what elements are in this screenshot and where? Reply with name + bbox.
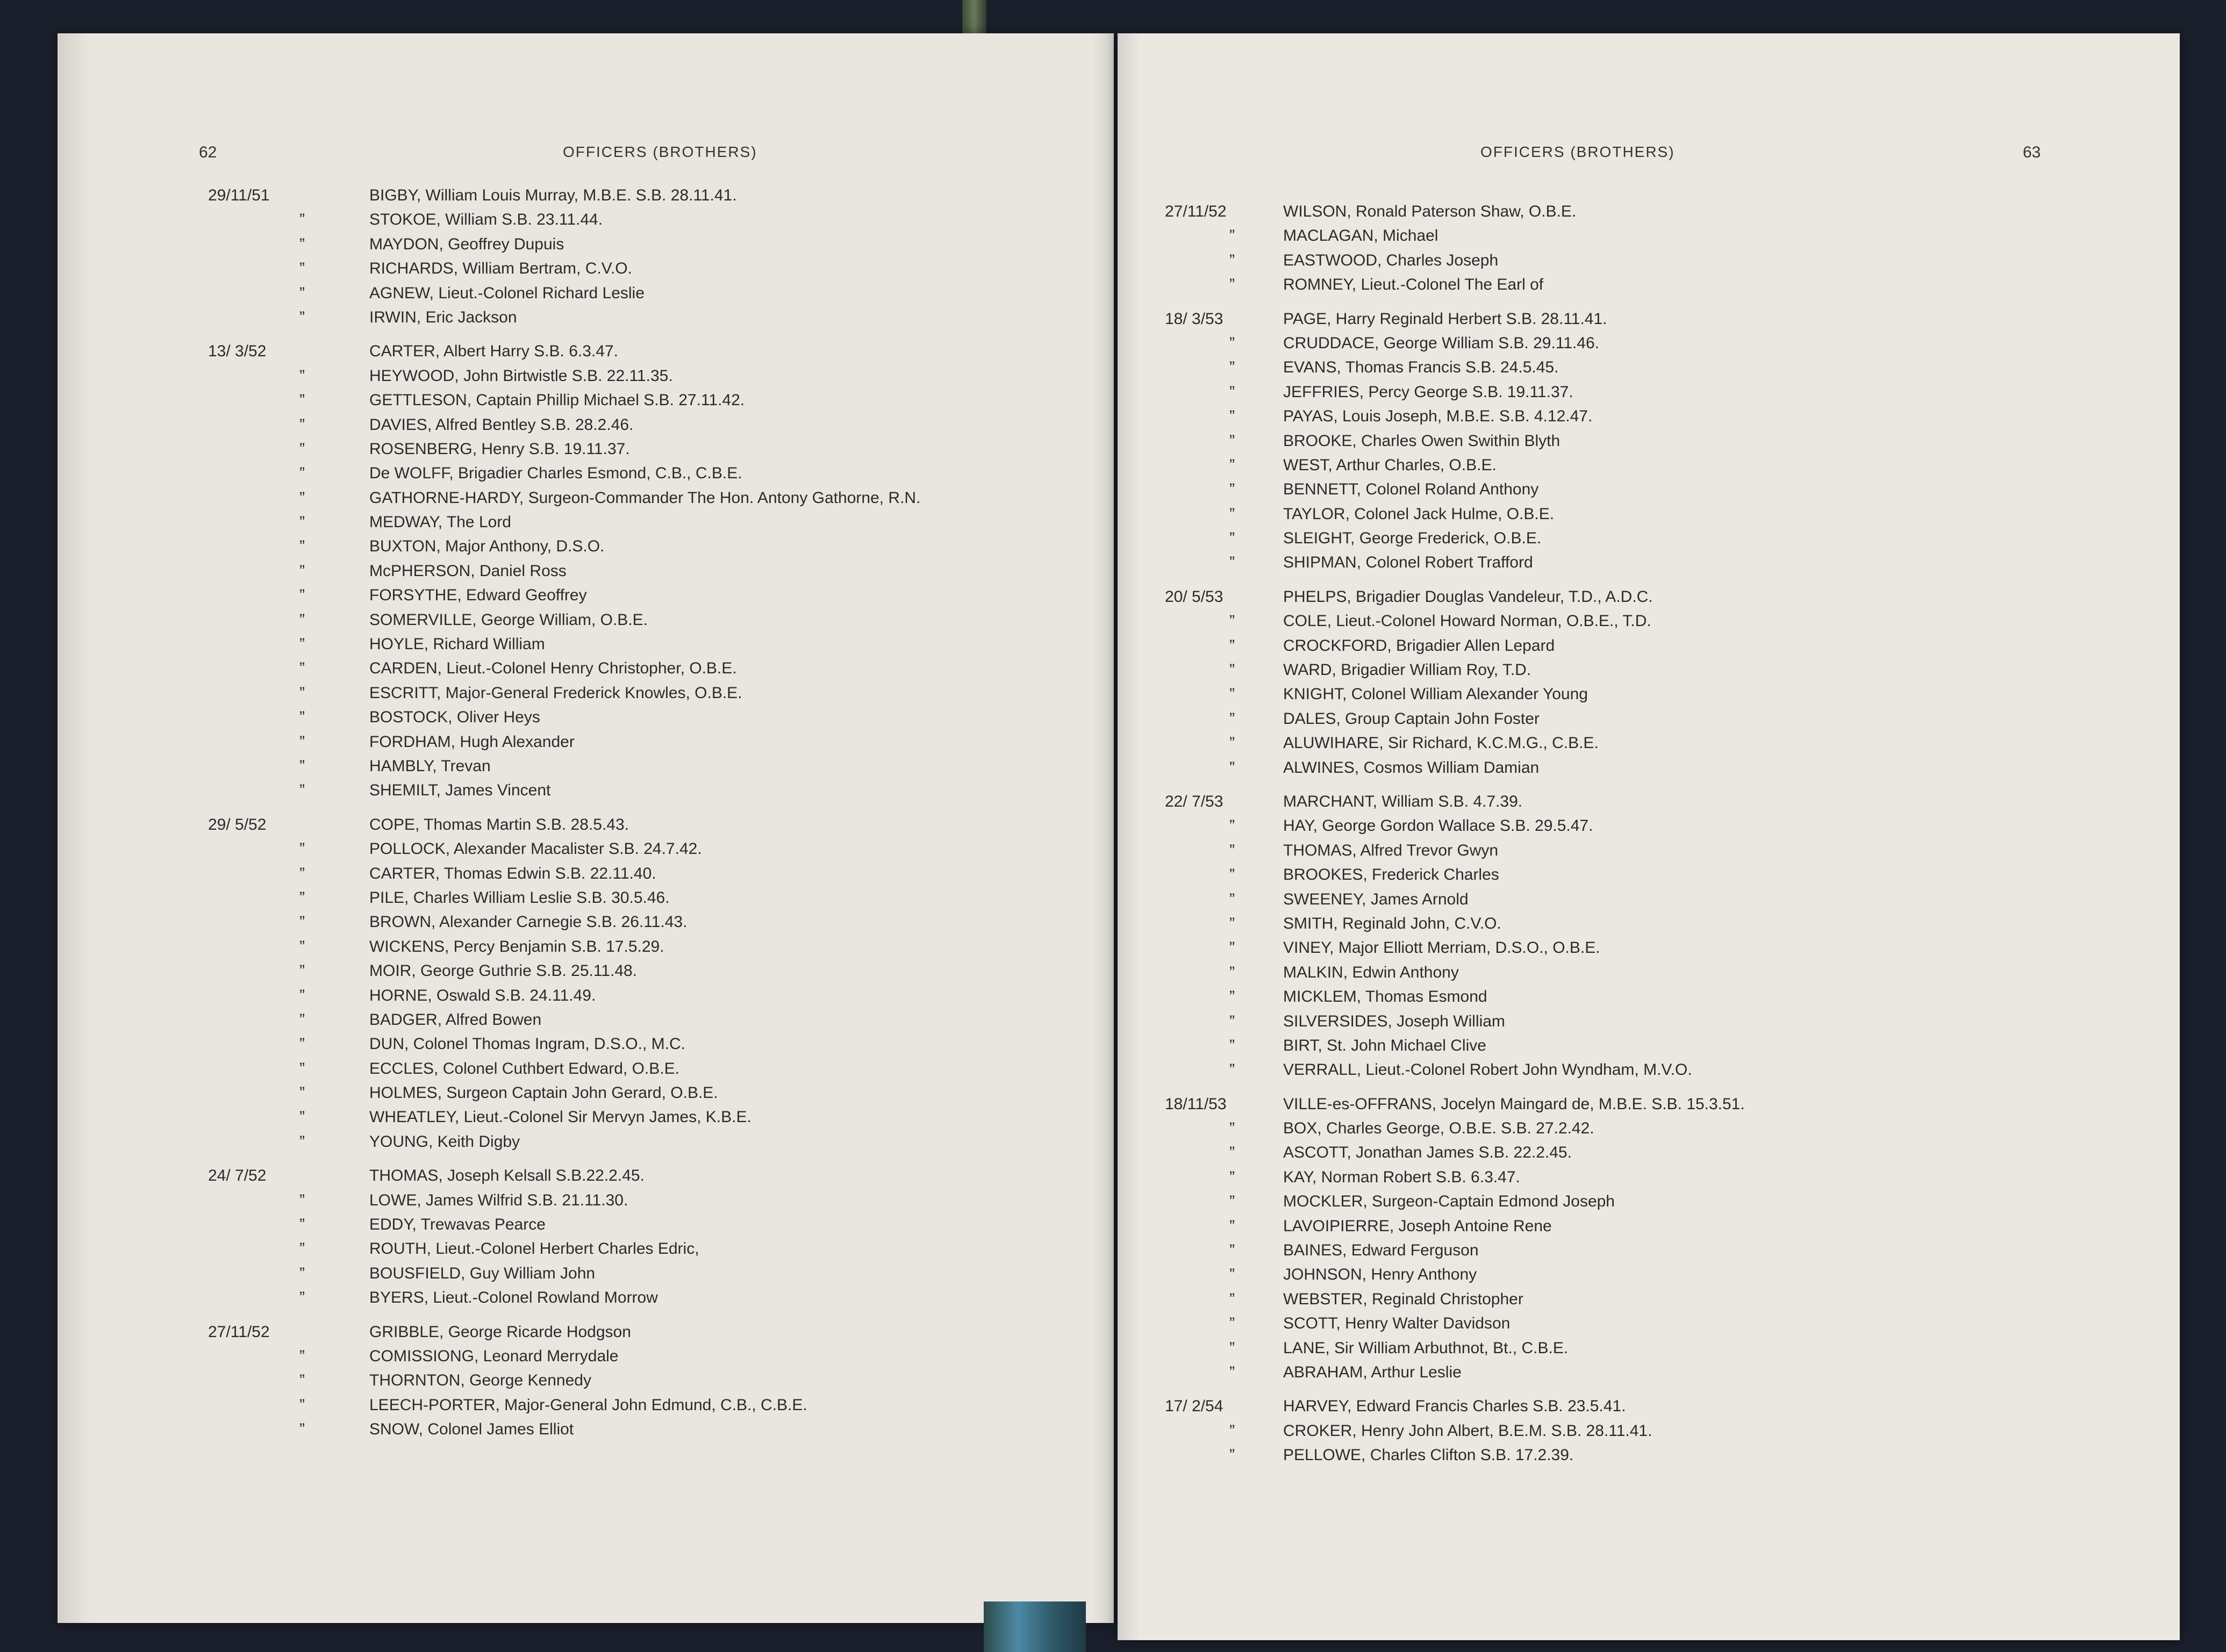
member-name: MICKLEM, Thomas Esmond (1283, 988, 1487, 1006)
ditto-mark: ” (299, 1132, 305, 1151)
member-name: SHEMILT, James Vincent (369, 781, 551, 800)
ditto-mark: ” (299, 1191, 305, 1209)
member-name: VILLE-es-OFFRANS, Jocelyn Maingard de, M.B.E. S.B. 15.3.51. (1283, 1095, 1745, 1113)
member-name: IRWIN, Eric Jackson (369, 308, 517, 326)
ditto-mark: ” (299, 440, 305, 458)
ditto-mark: ” (1229, 1421, 1235, 1440)
member-name: GETTLESON, Captain Phillip Michael S.B. 27.11.42. (369, 391, 745, 410)
ditto-mark: ” (1229, 963, 1235, 981)
ditto-mark: ” (299, 888, 305, 907)
running-header: OFFICERS (BROTHERS) (563, 143, 757, 160)
member-name: MARCHANT, William S.B. 4.7.39. (1283, 792, 1523, 810)
ditto-mark: ” (1229, 612, 1235, 630)
ditto-mark: ” (299, 1059, 305, 1078)
ditto-mark: ” (1229, 988, 1235, 1006)
ditto-mark: ” (1229, 939, 1235, 957)
ditto-mark: ” (1229, 407, 1235, 426)
election-date: 29/ 5/52 (208, 815, 267, 834)
member-name: BYERS, Lieut.-Colonel Rowland Morrow (369, 1289, 658, 1307)
member-name: ALWINES, Cosmos William Damian (1283, 758, 1540, 777)
member-name: PILE, Charles William Leslie S.B. 30.5.46. (369, 888, 670, 907)
election-date: 20/ 5/53 (1165, 587, 1223, 606)
election-date: 18/11/53 (1165, 1095, 1227, 1113)
ditto-mark: ” (1229, 890, 1235, 908)
ditto-mark: ” (299, 1216, 305, 1234)
ditto-mark: ” (1229, 914, 1235, 932)
member-name: EASTWOOD, Charles Joseph (1283, 251, 1499, 269)
member-name: KNIGHT, Colonel William Alexander Young (1283, 685, 1588, 703)
member-name: WEBSTER, Reginald Christopher (1283, 1290, 1523, 1308)
ditto-mark: ” (1229, 817, 1235, 835)
member-name: MACLAGAN, Michael (1283, 227, 1438, 245)
ditto-mark: ” (299, 684, 305, 702)
ditto-mark: ” (299, 391, 305, 410)
member-name: PAYAS, Louis Joseph, M.B.E. S.B. 4.12.47. (1283, 407, 1593, 426)
member-name: CARTER, Albert Harry S.B. 6.3.47. (369, 342, 618, 361)
ditto-mark: ” (299, 659, 305, 678)
member-name: CROKER, Henry John Albert, B.E.M. S.B. 28.11.41. (1283, 1421, 1652, 1440)
ditto-mark: ” (1229, 661, 1235, 679)
ditto-mark: ” (1229, 1168, 1235, 1186)
ditto-mark: ” (299, 464, 305, 483)
ditto-mark: ” (299, 1371, 305, 1390)
ditto-mark: ” (1229, 334, 1235, 352)
ditto-mark: ” (299, 308, 305, 326)
ditto-mark: ” (299, 864, 305, 882)
ditto-mark: ” (299, 211, 305, 229)
ditto-mark: ” (1229, 709, 1235, 728)
member-name: VERRALL, Lieut.-Colonel Robert John Wyndham, M.V.O. (1283, 1061, 1692, 1079)
bookmark-ribbon-top (962, 0, 986, 33)
ditto-mark: ” (299, 635, 305, 653)
member-name: HOLMES, Surgeon Captain John Gerard, O.B.E. (369, 1084, 718, 1102)
member-name: ROMNEY, Lieut.-Colonel The Earl of (1283, 276, 1544, 294)
member-name: POLLOCK, Alexander Macalister S.B. 24.7.42. (369, 840, 702, 858)
ditto-mark: ” (1229, 358, 1235, 377)
member-name: BROOKE, Charles Owen Swithin Blyth (1283, 432, 1561, 450)
member-name: WEST, Arthur Charles, O.B.E. (1283, 456, 1497, 474)
member-name: CRUDDACE, George William S.B. 29.11.46. (1283, 334, 1599, 352)
member-name: MEDWAY, The Lord (369, 513, 511, 531)
ditto-mark: ” (1229, 1144, 1235, 1162)
member-name: COPE, Thomas Martin S.B. 28.5.43. (369, 815, 629, 834)
left-page (58, 33, 1114, 1623)
ditto-mark: ” (1229, 1315, 1235, 1333)
member-name: BOUSFIELD, Guy William John (369, 1264, 596, 1282)
page-number: 62 (199, 143, 217, 161)
page-edge (58, 33, 90, 1623)
ditto-mark: ” (1229, 1193, 1235, 1211)
ditto-mark: ” (1229, 1339, 1235, 1357)
member-name: SHIPMAN, Colonel Robert Trafford (1283, 554, 1533, 572)
member-name: ESCRITT, Major-General Frederick Knowles, O.B.E. (369, 684, 742, 702)
ditto-mark: ” (299, 1084, 305, 1102)
ditto-mark: ” (1229, 1119, 1235, 1138)
ditto-mark: ” (299, 489, 305, 507)
member-name: LEECH-PORTER, Major-General John Edmund, C.B., C.B.E. (369, 1396, 807, 1414)
ditto-mark: ” (1229, 505, 1235, 523)
member-name: WARD, Brigadier William Roy, T.D. (1283, 661, 1531, 679)
election-date: 22/ 7/53 (1165, 792, 1223, 810)
ditto-mark: ” (299, 284, 305, 302)
ditto-mark: ” (1229, 734, 1235, 752)
member-name: JOHNSON, Henry Anthony (1283, 1266, 1477, 1284)
member-name: GATHORNE-HARDY, Surgeon-Commander The Hon. Antony Gathorne, R.N. (369, 489, 921, 507)
member-name: BAINES, Edward Ferguson (1283, 1241, 1479, 1260)
election-date: 29/11/51 (208, 186, 270, 204)
ditto-mark: ” (299, 586, 305, 605)
member-name: SCOTT, Henry Walter Davidson (1283, 1315, 1511, 1333)
ditto-mark: ” (1229, 758, 1235, 777)
member-name: BROOKES, Frederick Charles (1283, 866, 1499, 884)
member-name: WILSON, Ronald Paterson Shaw, O.B.E. (1283, 203, 1577, 220)
ditto-mark: ” (1229, 456, 1235, 474)
member-name: MOCKLER, Surgeon-Captain Edmond Joseph (1283, 1193, 1615, 1211)
ditto-mark: ” (1229, 1266, 1235, 1284)
ditto-mark: ” (299, 732, 305, 751)
ditto-mark: ” (299, 1289, 305, 1307)
ditto-mark: ” (299, 986, 305, 1004)
running-header: OFFICERS (BROTHERS) (1480, 143, 1675, 160)
member-name: BOSTOCK, Oliver Heys (369, 708, 540, 727)
ditto-mark: ” (299, 562, 305, 580)
ditto-mark: ” (1229, 529, 1235, 548)
member-name: BENNETT, Colonel Roland Anthony (1283, 480, 1539, 499)
member-name: CROCKFORD, Brigadier Allen Lepard (1283, 636, 1555, 655)
member-name: MAYDON, Geoffrey Dupuis (369, 235, 564, 253)
ditto-mark: ” (1229, 251, 1235, 269)
ditto-mark: ” (299, 513, 305, 531)
member-name: STOKOE, William S.B. 23.11.44. (369, 211, 603, 229)
ditto-mark: ” (299, 537, 305, 556)
ditto-mark: ” (1229, 432, 1235, 450)
member-name: ASCOTT, Jonathan James S.B. 22.2.45. (1283, 1144, 1572, 1162)
member-name: THOMAS, Alfred Trevor Gwyn (1283, 841, 1499, 859)
ditto-mark: ” (299, 235, 305, 253)
member-name: ABRAHAM, Arthur Leslie (1283, 1363, 1462, 1381)
member-name: ECCLES, Colonel Cuthbert Edward, O.B.E. (369, 1059, 679, 1078)
election-date: 13/ 3/52 (208, 342, 267, 361)
ditto-mark: ” (299, 367, 305, 385)
member-name: MALKIN, Edwin Anthony (1283, 963, 1459, 981)
member-name: ROSENBERG, Henry S.B. 19.11.37. (369, 440, 630, 458)
ditto-mark: ” (1229, 1061, 1235, 1079)
ditto-mark: ” (1229, 1290, 1235, 1308)
ditto-mark: ” (1229, 1012, 1235, 1030)
ditto-mark: ” (1229, 276, 1235, 294)
member-name: ALUWIHARE, Sir Richard, K.C.M.G., C.B.E. (1283, 734, 1599, 752)
ditto-mark: ” (299, 840, 305, 858)
ditto-mark: ” (299, 1035, 305, 1053)
member-name: De WOLFF, Brigadier Charles Esmond, C.B., C.B.E. (369, 464, 742, 483)
ditto-mark: ” (299, 1420, 305, 1439)
page-gutter (1092, 33, 1114, 1623)
ditto-mark: ” (1229, 636, 1235, 655)
ditto-mark: ” (299, 1396, 305, 1414)
election-date: 17/ 2/54 (1165, 1397, 1223, 1416)
ditto-mark: ” (299, 1108, 305, 1126)
member-name: MOIR, George Guthrie S.B. 25.11.48. (369, 962, 638, 980)
member-name: CARTER, Thomas Edwin S.B. 22.11.40. (369, 864, 656, 882)
member-name: LAVOIPIERRE, Joseph Antoine Rene (1283, 1217, 1552, 1235)
member-name: SNOW, Colonel James Elliot (369, 1420, 574, 1439)
member-name: WHEATLEY, Lieut.-Colonel Sir Mervyn James, K.B.E. (369, 1108, 751, 1126)
member-name: HOYLE, Richard William (369, 635, 545, 653)
member-name: HAY, George Gordon Wallace S.B. 29.5.47. (1283, 817, 1593, 835)
member-name: McPHERSON, Daniel Ross (369, 562, 567, 580)
member-name: PELLOWE, Charles Clifton S.B. 17.2.39. (1283, 1446, 1574, 1464)
member-name: DUN, Colonel Thomas Ingram, D.S.O., M.C. (369, 1035, 685, 1053)
member-name: CARDEN, Lieut.-Colonel Henry Christopher, O.B.E. (369, 659, 737, 678)
member-name: VINEY, Major Elliott Merriam, D.S.O., O.B.E. (1283, 939, 1600, 957)
member-name: BIGBY, William Louis Murray, M.B.E. S.B. 28.11.41. (369, 186, 737, 204)
ditto-mark: ” (1229, 554, 1235, 572)
member-name: JEFFRIES, Percy George S.B. 19.11.37. (1283, 383, 1573, 401)
ditto-mark: ” (299, 708, 305, 727)
ditto-mark: ” (299, 1240, 305, 1258)
ditto-mark: ” (299, 913, 305, 931)
member-name: BOX, Charles George, O.B.E. S.B. 27.2.42. (1283, 1119, 1594, 1138)
member-name: HARVEY, Edward Francis Charles S.B. 23.5.41. (1283, 1397, 1626, 1416)
member-name: THORNTON, George Kennedy (369, 1371, 591, 1390)
member-name: SLEIGHT, George Frederick, O.B.E. (1283, 529, 1542, 548)
member-name: BIRT, St. John Michael Clive (1283, 1036, 1486, 1054)
right-page (1118, 33, 2180, 1640)
ditto-mark: ” (299, 937, 305, 956)
election-date: 27/11/52 (1165, 203, 1227, 220)
member-name: WICKENS, Percy Benjamin S.B. 17.5.29. (369, 937, 664, 956)
ditto-mark: ” (299, 757, 305, 775)
member-name: BUXTON, Major Anthony, D.S.O. (369, 537, 605, 556)
ditto-mark: ” (1229, 383, 1235, 401)
ditto-mark: ” (1229, 685, 1235, 703)
election-date: 18/ 3/53 (1165, 310, 1223, 328)
ditto-mark: ” (1229, 1446, 1235, 1464)
election-date: 27/11/52 (208, 1323, 270, 1341)
member-name: DAVIES, Alfred Bentley S.B. 28.2.46. (369, 415, 634, 434)
member-name: RICHARDS, William Bertram, C.V.O. (369, 260, 632, 278)
ditto-mark: ” (1229, 480, 1235, 499)
member-name: SOMERVILLE, George William, O.B.E. (369, 610, 648, 629)
ditto-mark: ” (299, 610, 305, 629)
ditto-mark: ” (1229, 1036, 1235, 1054)
member-name: DALES, Group Captain John Foster (1283, 709, 1540, 728)
member-name: THOMAS, Joseph Kelsall S.B.22.2.45. (369, 1167, 645, 1185)
member-name: GRIBBLE, George Ricarde Hodgson (369, 1323, 631, 1341)
ditto-mark: ” (299, 781, 305, 800)
member-name: SMITH, Reginald John, C.V.O. (1283, 914, 1501, 932)
election-date: 24/ 7/52 (208, 1167, 267, 1185)
member-name: FORSYTHE, Edward Geoffrey (369, 586, 587, 605)
member-name: PAGE, Harry Reginald Herbert S.B. 28.11.41. (1283, 310, 1607, 328)
ditto-mark: ” (299, 1347, 305, 1365)
member-name: HEYWOOD, John Birtwistle S.B. 22.11.35. (369, 367, 673, 385)
member-name: SWEENEY, James Arnold (1283, 890, 1469, 908)
member-name: BROWN, Alexander Carnegie S.B. 26.11.43. (369, 913, 688, 931)
member-name: COMISSIONG, Leonard Merrydale (369, 1347, 619, 1365)
member-name: LOWE, James Wilfrid S.B. 21.11.30. (369, 1191, 628, 1209)
ditto-mark: ” (299, 260, 305, 278)
page-gutter (1118, 33, 1139, 1640)
member-name: EDDY, Trewavas Pearce (369, 1216, 546, 1234)
member-name: TAYLOR, Colonel Jack Hulme, O.B.E. (1283, 505, 1555, 523)
member-name: FORDHAM, Hugh Alexander (369, 732, 575, 751)
page-number: 63 (2023, 143, 2041, 161)
ditto-mark: ” (1229, 1217, 1235, 1235)
member-name: KAY, Norman Robert S.B. 6.3.47. (1283, 1168, 1520, 1186)
ditto-mark: ” (1229, 1241, 1235, 1260)
member-name: YOUNG, Keith Digby (369, 1132, 520, 1151)
member-name: COLE, Lieut.-Colonel Howard Norman, O.B.E., T.D. (1283, 612, 1651, 630)
member-name: LANE, Sir William Arbuthnot, Bt., C.B.E. (1283, 1339, 1569, 1357)
member-name: AGNEW, Lieut.-Colonel Richard Leslie (369, 284, 645, 302)
member-name: EVANS, Thomas Francis S.B. 24.5.45. (1283, 358, 1559, 377)
member-name: PHELPS, Brigadier Douglas Vandeleur, T.D., A.D.C. (1283, 587, 1653, 606)
member-name: HAMBLY, Trevan (369, 757, 491, 775)
bookmark-ribbon-bottom (984, 1601, 1086, 1652)
ditto-mark: ” (299, 962, 305, 980)
ditto-mark: ” (1229, 227, 1235, 245)
member-name: SILVERSIDES, Joseph William (1283, 1012, 1505, 1030)
ditto-mark: ” (299, 1264, 305, 1282)
member-name: HORNE, Oswald S.B. 24.11.49. (369, 986, 596, 1004)
ditto-mark: ” (1229, 866, 1235, 884)
ditto-mark: ” (299, 1010, 305, 1029)
member-name: ROUTH, Lieut.-Colonel Herbert Charles Edric, (369, 1240, 699, 1258)
ditto-mark: ” (299, 415, 305, 434)
member-name: BADGER, Alfred Bowen (369, 1010, 542, 1029)
ditto-mark: ” (1229, 1363, 1235, 1381)
ditto-mark: ” (1229, 841, 1235, 859)
